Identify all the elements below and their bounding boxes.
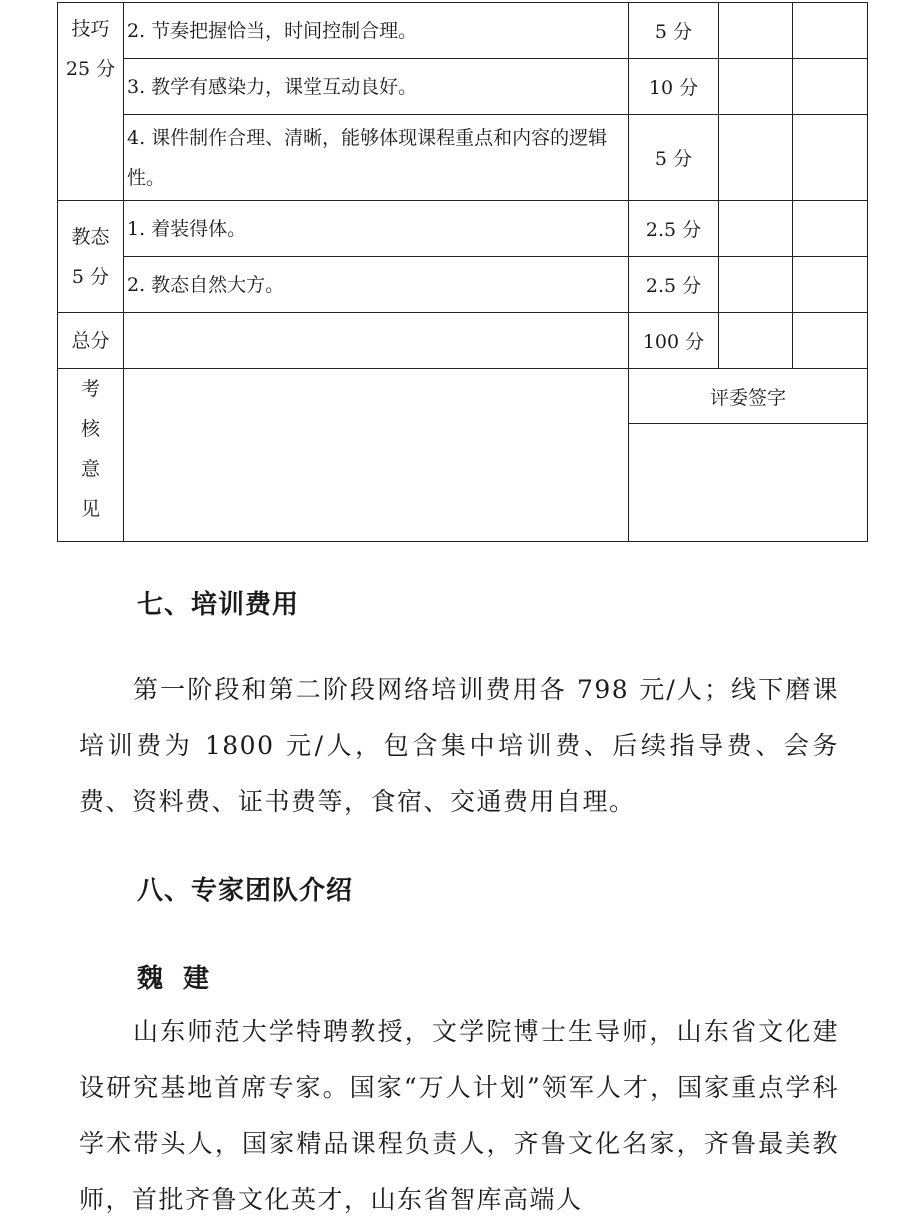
criterion-text: 4. 课件制作合理、清晰，能够体现课程重点和内容的逻辑性。: [124, 115, 629, 201]
judge-score-cell[interactable]: [719, 201, 793, 257]
evaluation-score-table: [57, 2, 868, 542]
judge-score-cell[interactable]: [793, 59, 868, 115]
category-cell-skill: [58, 3, 124, 201]
signature-cell[interactable]: [629, 424, 868, 542]
judge-score-cell[interactable]: [719, 59, 793, 115]
section-heading-fees: 七、培训费用: [137, 590, 300, 620]
criterion-text: 1. 着装得体。: [124, 201, 629, 257]
judge-score-cell[interactable]: [719, 3, 793, 59]
total-label: 总分: [58, 313, 124, 369]
category-points: 25 分: [65, 58, 116, 80]
table-row: [58, 115, 868, 201]
table-row: [58, 257, 868, 313]
opinion-char: 核: [80, 418, 100, 440]
category-points: 5 分: [71, 265, 110, 288]
fees-paragraph: 第一阶段和第二阶段网络培训费用各 798 元/人；线下磨课培训费为 1800 元/人，包含集中培训费、后续指导费、会务费、资料费、证书费等，食宿、交通费用自理。: [79, 675, 839, 816]
category-cell-manner: [58, 201, 124, 313]
opinion-input-cell[interactable]: [124, 369, 629, 542]
category-name: 教态: [71, 225, 110, 248]
opinion-char: 见: [80, 498, 100, 520]
expert-name: 魏建: [137, 964, 230, 994]
judge-score-cell[interactable]: [719, 257, 793, 313]
judge-total-cell[interactable]: [719, 313, 793, 369]
table-row: [58, 59, 868, 115]
expert-bio: 山东师范大学特聘教授，文学院博士生导师，山东省文化建设研究基地首席专家。国家“万人计划”领军人才，国家重点学科学术带头人，国家精品课程负责人，齐鲁文化名家，齐鲁最美教师，首批齐鲁文化英才，山东省智库高端人: [79, 1017, 839, 1214]
judge-score-cell[interactable]: [793, 201, 868, 257]
total-desc-cell: [124, 313, 629, 369]
opinion-char: 考: [80, 378, 100, 400]
criterion-score: 10 分: [629, 59, 719, 115]
opinion-row: [58, 369, 868, 424]
criterion-score: 5 分: [629, 115, 719, 201]
table-row: [58, 3, 868, 59]
criterion-score: 2.5 分: [629, 257, 719, 313]
judge-score-cell[interactable]: [719, 115, 793, 201]
category-name: 技巧: [71, 18, 110, 40]
criterion-text: 2. 节奏把握恰当，时间控制合理。: [124, 3, 629, 59]
total-row: [58, 313, 868, 369]
criterion-text: 2. 教态自然大方。: [124, 257, 629, 313]
judge-score-cell[interactable]: [793, 257, 868, 313]
total-score: 100 分: [629, 313, 719, 369]
opinion-label-cell: [58, 369, 124, 542]
judge-score-cell[interactable]: [793, 115, 868, 201]
section-heading-experts: 八、专家团队介绍: [137, 876, 354, 906]
signature-label: 评委签字: [629, 369, 868, 424]
criterion-score: 5 分: [629, 3, 719, 59]
criterion-text: 3. 教学有感染力，课堂互动良好。: [124, 59, 629, 115]
judge-total-cell[interactable]: [793, 313, 868, 369]
opinion-char: 意: [80, 458, 100, 480]
table-row: [58, 201, 868, 257]
judge-score-cell[interactable]: [793, 3, 868, 59]
criterion-score: 2.5 分: [629, 201, 719, 257]
